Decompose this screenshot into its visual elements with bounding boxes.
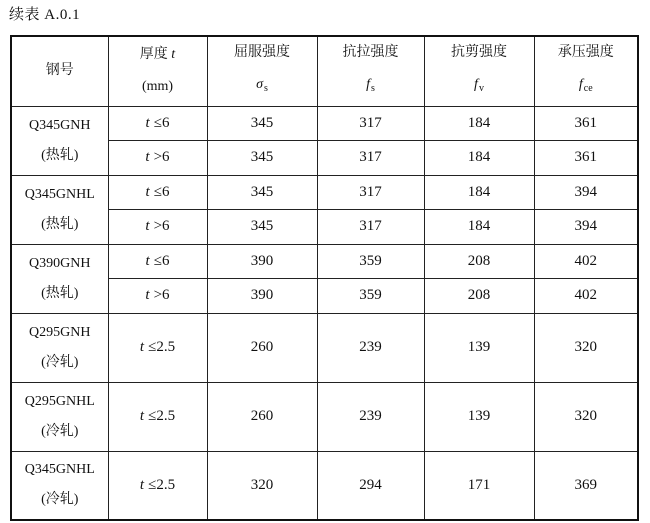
grade-cell — [11, 451, 108, 520]
grade-cell — [11, 313, 108, 382]
bearing-value: 361 — [534, 106, 638, 141]
tensile-value: 239 — [317, 313, 424, 382]
thickness-symbol: t — [139, 476, 145, 493]
bearing-sub: ce — [583, 83, 593, 95]
yield-value: 390 — [207, 244, 317, 279]
bearing-value: 361 — [534, 141, 638, 176]
thickness-condition: >6 — [153, 149, 170, 166]
thickness-cell — [108, 451, 207, 520]
thickness-cell — [108, 141, 207, 176]
thickness-symbol: t — [145, 149, 150, 166]
yield-symbol: σ — [256, 77, 263, 93]
grade-state: (热轧) — [41, 285, 79, 301]
thickness-symbol: t — [139, 408, 145, 424]
grade-state: (热轧) — [41, 147, 79, 163]
shear-value: 184 — [424, 106, 534, 141]
grade-state: (热轧) — [41, 216, 79, 232]
yield-sub: s — [264, 83, 268, 95]
grade-name: Q345GNH — [29, 117, 91, 133]
header-row — [11, 36, 638, 106]
thickness-cell — [108, 175, 207, 210]
grade-state: (冷轧) — [41, 423, 79, 439]
thickness-cell — [108, 106, 207, 141]
thickness-cell — [108, 313, 207, 382]
shear-value: 208 — [424, 244, 534, 279]
tensile-value: 359 — [317, 244, 424, 279]
tensile-sub: s — [370, 83, 375, 95]
tensile-value: 294 — [317, 451, 424, 520]
grade-state: (冷轧) — [41, 354, 79, 370]
table-caption: 续表 A.0.1 — [9, 7, 81, 23]
thickness-condition: >6 — [153, 218, 170, 235]
bearing-label: 承压强度 — [557, 45, 614, 61]
tensile-value: 239 — [317, 382, 424, 451]
bearing-value: 320 — [534, 382, 638, 451]
table-row — [11, 244, 638, 279]
yield-value: 345 — [207, 141, 317, 176]
grade-name: Q295GNH — [29, 324, 91, 340]
grade-cell — [11, 175, 108, 244]
grade-name: Q390GNH — [29, 255, 91, 271]
grade-name: Q295GNHL — [24, 393, 95, 409]
tensile-label: 抗拉强度 — [342, 45, 399, 61]
shear-value: 139 — [424, 382, 534, 451]
thickness-symbol: t — [145, 218, 150, 235]
shear-value: 208 — [424, 279, 534, 314]
thickness-cell — [108, 244, 207, 279]
grade-cell — [11, 382, 108, 451]
grade-cell — [11, 106, 108, 175]
yield-value: 345 — [207, 106, 317, 141]
thickness-condition: ≤6 — [153, 252, 170, 269]
thickness-label: 厚度 — [139, 47, 168, 63]
header-bearing — [534, 36, 638, 106]
yield-value: 260 — [207, 382, 317, 451]
table-row — [11, 106, 638, 141]
table-row — [11, 451, 638, 520]
thickness-condition: >6 — [153, 287, 170, 304]
thickness-condition: ≤2.5 — [148, 408, 176, 424]
grade-name: Q345GNHL — [24, 462, 95, 478]
thickness-condition: ≤6 — [153, 183, 170, 200]
yield-value: 345 — [207, 175, 317, 210]
thickness-symbol: t — [171, 47, 176, 63]
thickness-symbol: t — [145, 183, 150, 200]
tensile-symbol: f — [366, 77, 370, 93]
header-tensile — [317, 36, 424, 106]
tensile-value: 317 — [317, 106, 424, 141]
table-row — [11, 313, 638, 382]
header-yield — [207, 36, 317, 106]
table-body — [11, 36, 638, 520]
shear-label: 抗剪强度 — [451, 45, 507, 61]
shear-value: 184 — [424, 210, 534, 245]
bearing-value: 394 — [534, 175, 638, 210]
thickness-cell — [108, 382, 207, 451]
tensile-value: 359 — [317, 279, 424, 314]
header-grade: 钢号 — [11, 36, 108, 106]
thickness-cell — [108, 279, 207, 314]
thickness-condition: ≤6 — [153, 114, 170, 131]
yield-value: 320 — [207, 451, 317, 520]
yield-value: 260 — [207, 313, 317, 382]
bearing-value: 320 — [534, 313, 638, 382]
header-shear — [424, 36, 534, 106]
thickness-symbol: t — [145, 252, 150, 269]
grade-cell — [11, 244, 108, 313]
thickness-unit: (mm) — [141, 79, 174, 95]
thickness-symbol: t — [139, 339, 145, 355]
shear-value: 184 — [424, 175, 534, 210]
header-thickness — [108, 36, 207, 106]
thickness-cell — [108, 210, 207, 245]
yield-value: 390 — [207, 279, 317, 314]
yield-value: 345 — [207, 210, 317, 245]
thickness-condition: ≤2.5 — [148, 339, 176, 355]
tensile-value: 317 — [317, 210, 424, 245]
shear-value: 171 — [424, 451, 534, 520]
thickness-condition: ≤2.5 — [148, 476, 176, 493]
bearing-value: 402 — [534, 244, 638, 279]
tensile-value: 317 — [317, 175, 424, 210]
shear-value: 184 — [424, 141, 534, 176]
shear-sub: v — [478, 83, 484, 95]
thickness-symbol: t — [145, 114, 150, 131]
strength-table — [10, 35, 639, 521]
bearing-symbol: f — [578, 77, 583, 93]
shear-value: 139 — [424, 313, 534, 382]
grade-state: (冷轧) — [41, 492, 79, 508]
grade-name: Q345GNHL — [24, 186, 95, 202]
bearing-value: 394 — [534, 210, 638, 245]
shear-symbol: f — [474, 77, 478, 93]
bearing-value: 402 — [534, 279, 638, 314]
tensile-value: 317 — [317, 141, 424, 176]
bearing-value: 369 — [534, 451, 638, 520]
thickness-symbol: t — [145, 287, 150, 304]
yield-label: 屈服强度 — [234, 45, 290, 61]
table-row — [11, 175, 638, 210]
table-row — [11, 382, 638, 451]
